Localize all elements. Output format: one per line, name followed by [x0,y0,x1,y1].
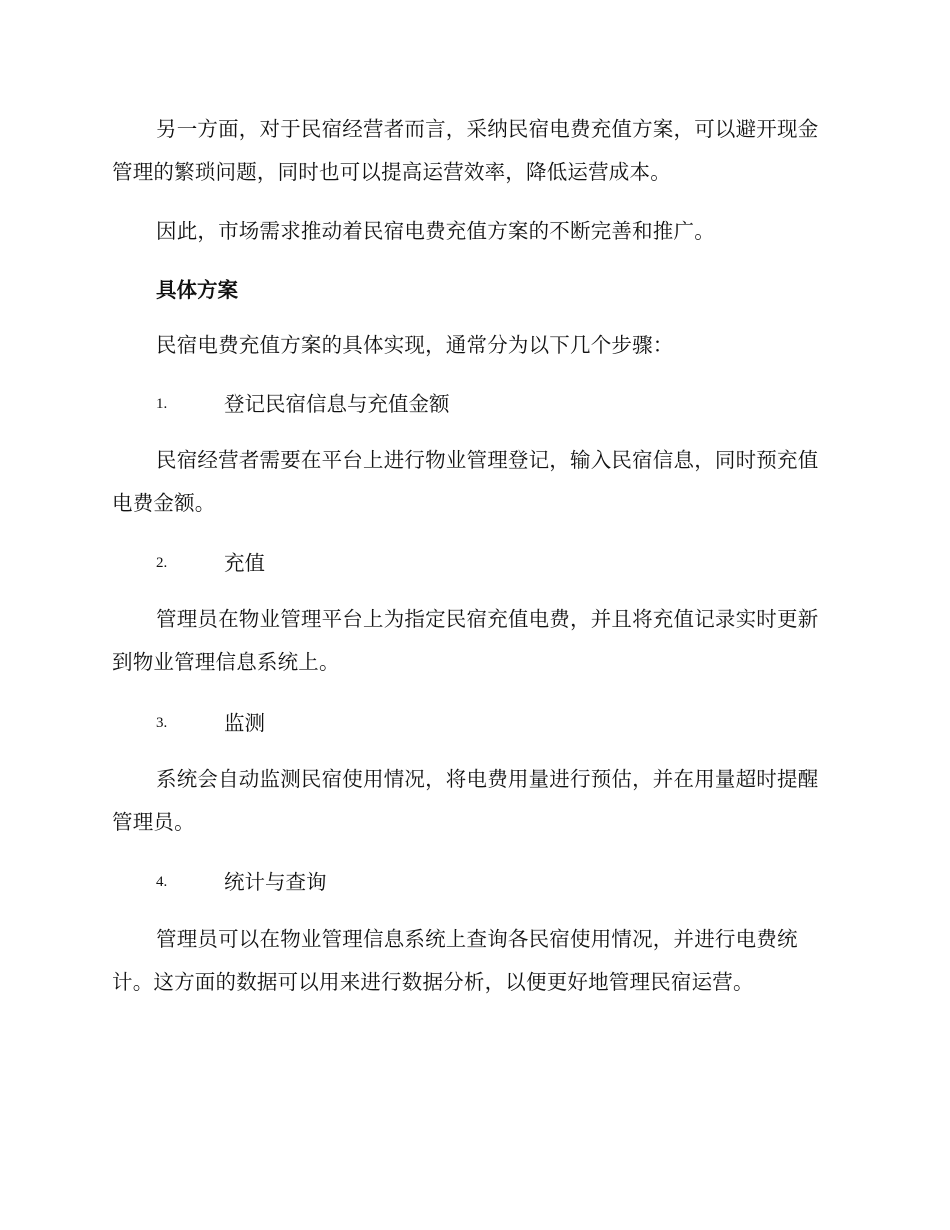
step-title: 充值 [224,551,265,575]
step-title: 监测 [224,711,265,735]
step-number: 1. [156,396,168,412]
step-number: 4. [156,874,168,890]
paragraph-market-demand: 因此，市场需求推动着民宿电费充值方案的不断完善和推广。 [156,219,715,243]
section-heading: 具体方案 [156,278,238,302]
paragraph-operator-benefits: 另一方面，对于民宿经营者而言，采纳民宿电费充值方案，可以避开现金管理的繁琐问题，同时也可以提高运营效率，降低运营成本。 [112,117,819,184]
step-3-description: 系统会自动监测民宿使用情况，将电费用量进行预估，并在用量超时提醒管理员。 [112,767,819,834]
step-number: 3. [156,715,168,731]
step-title: 统计与查询 [224,870,327,894]
step-4-description: 管理员可以在物业管理信息系统上查询各民宿使用情况，并进行电费统计。这方面的数据可以用来进行数据分析，以便更好地管理民宿运营。 [112,927,798,994]
step-1-description: 民宿经营者需要在平台上进行物业管理登记，输入民宿信息，同时预充值电费金额。 [112,448,819,515]
paragraph-intro: 民宿电费充值方案的具体实现，通常分为以下几个步骤： [156,333,674,357]
step-number: 2. [156,555,168,571]
step-2-description: 管理员在物业管理平台上为指定民宿充值电费，并且将充值记录实时更新到物业管理信息系统上。 [112,607,819,674]
step-title: 登记民宿信息与充值金额 [224,392,450,416]
